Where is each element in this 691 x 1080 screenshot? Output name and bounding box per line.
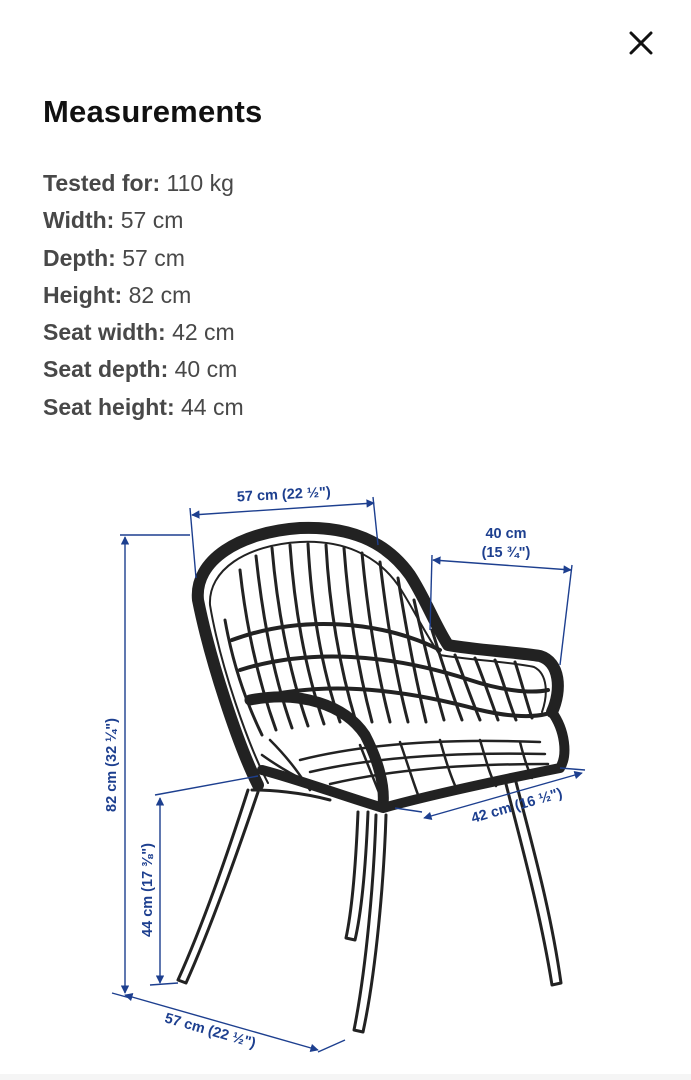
page-title: Measurements <box>43 94 263 129</box>
dim-seat-width-ext-left <box>395 808 422 812</box>
dim-seat-height-ext-bottom <box>150 983 178 985</box>
close-button[interactable] <box>620 22 662 64</box>
label-height: 82 cm (32 ¼") <box>104 718 120 812</box>
label-seat-width: 42 cm (16 ½") <box>469 785 565 827</box>
measurement-seat-depth: Seat depth: 40 cm <box>43 356 238 383</box>
label-bottom-depth: 57 cm (22 ½") <box>162 1010 258 1052</box>
label-seat-depth-cm: 40 cm <box>485 526 527 542</box>
dim-top-width-ext-left <box>190 508 196 578</box>
measurement-tested-for: Tested for: 110 kg <box>43 170 234 196</box>
measurement-width: Width: 57 cm <box>43 207 184 234</box>
measurement-seat-height: Seat height: 44 cm <box>43 393 244 420</box>
measurement-list <box>43 165 244 426</box>
dim-top-width-line <box>192 503 374 515</box>
measurement-seat-width: Seat width: 42 cm <box>43 319 235 346</box>
label-seat-depth-in: (15 ¾") <box>481 545 531 561</box>
label-top-width: 57 cm (22 ½") <box>236 484 332 506</box>
bottom-divider <box>0 1074 691 1080</box>
measurement-height: Height: 82 cm <box>43 281 192 308</box>
dim-seat-depth-ext-right <box>560 565 572 665</box>
label-seat-height: 44 cm (17 ⅜") <box>140 843 156 937</box>
chair-dimension-drawing <box>0 450 691 1080</box>
measurement-depth: Depth: 57 cm <box>43 244 185 271</box>
chair-back-spindles <box>225 544 532 735</box>
dim-bottom-ext-right <box>318 1040 345 1052</box>
dim-seat-height-ext-top <box>155 776 258 795</box>
dim-seat-depth-line <box>433 560 571 570</box>
close-icon <box>628 30 654 56</box>
